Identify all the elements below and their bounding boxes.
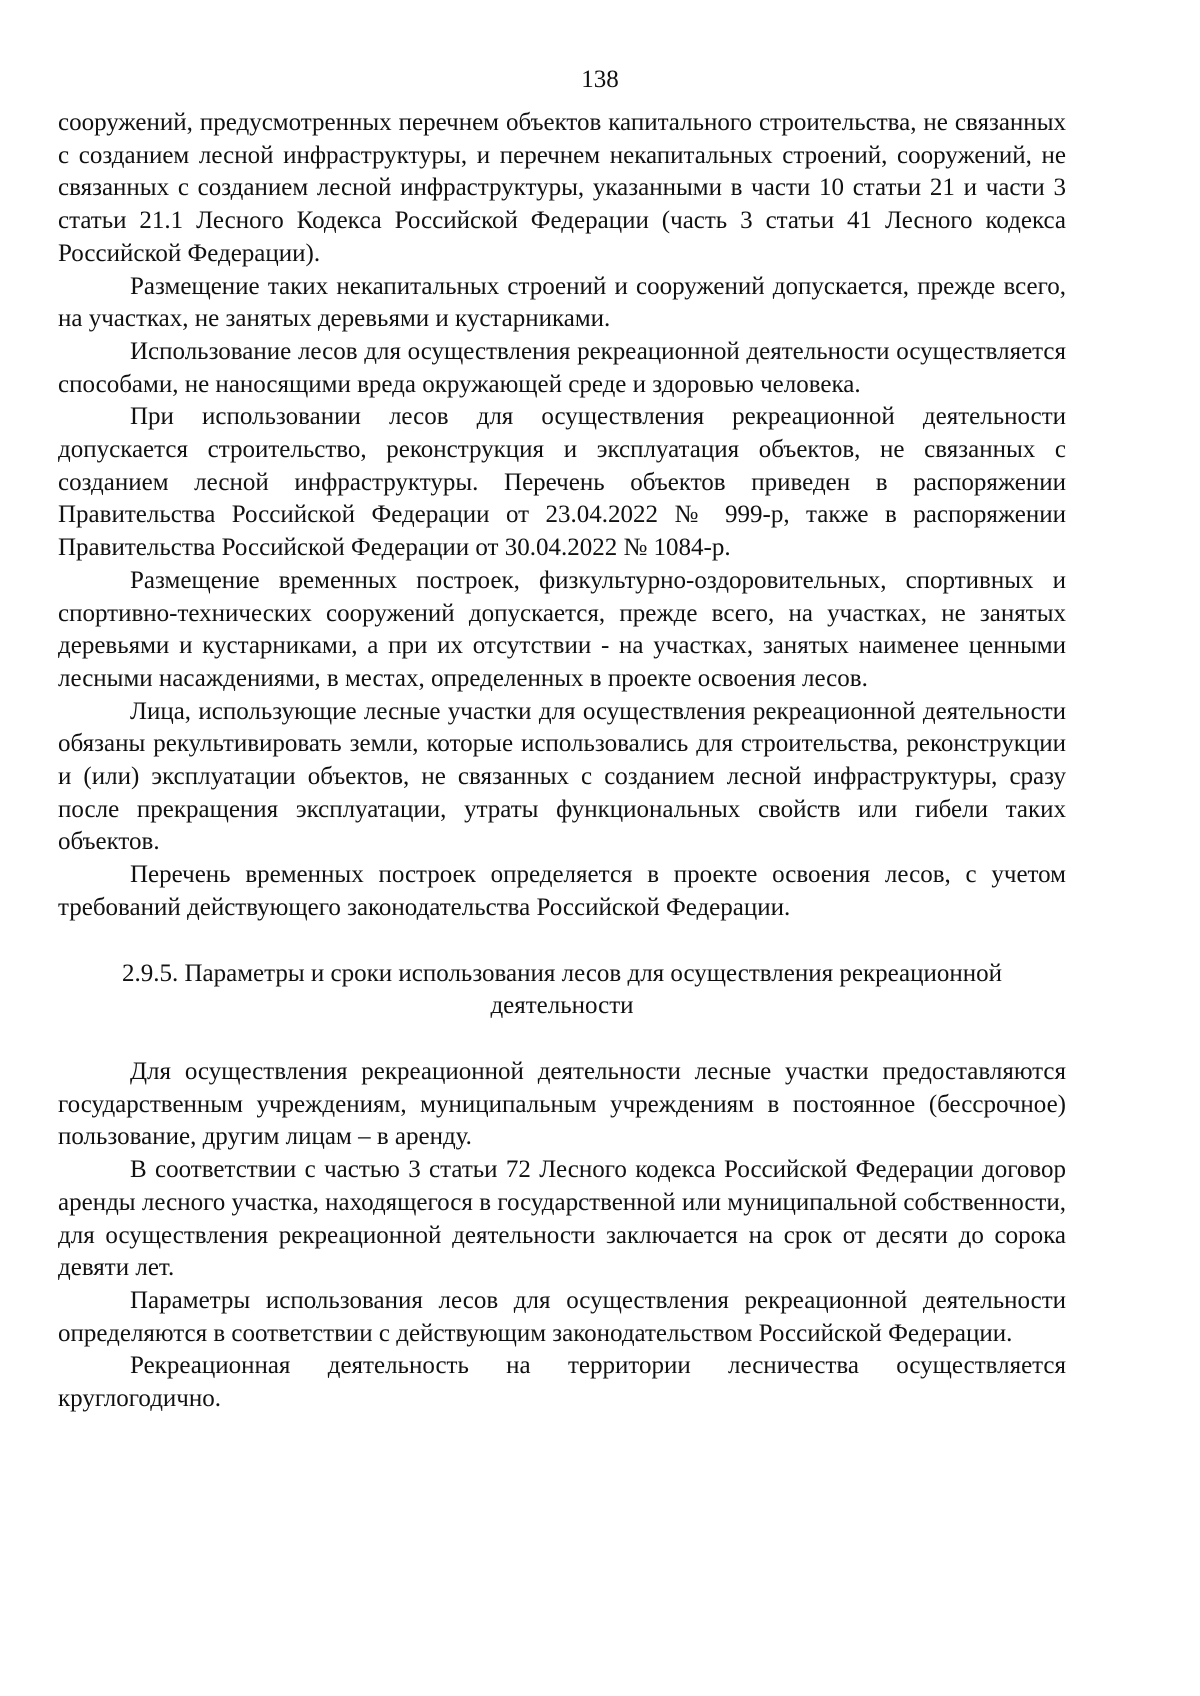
- document-body: [58, 107, 1066, 1416]
- section-heading: 2.9.5. Параметры и сроки использования лесов для осуществления рекреационной деятельности: [121, 959, 1002, 1020]
- paragraph: Параметры использования лесов для осуществления рекреационной деятельности определяются в соответствии с действующим законодательством Российской Федерации.: [58, 1286, 1066, 1347]
- paragraph: Перечень временных построек определяется в проекте освоения лесов, с учетом требований действующего законодательства Российской Федерации.: [58, 861, 1066, 921]
- paragraph: При использовании лесов для осуществления рекреационной деятельности допускается строительство, реконструкция и эксплуатация объектов, не связанных с созданием лесной инфраструктуры. Перечень объектов приведен в распоряжении Правительства Российской Федерации от 23.04.2022 № 999-р, также в распоряжении Правительства Российской Федерации от 30.04.2022 № 1084-р.: [58, 403, 1066, 562]
- paragraph-continuation: сооружений, предусмотренных перечнем объектов капитального строительства, не связанных с созданием лесной инфраструктуры, и перечнем некапитальных строений, сооружений, не связанных с созданием лесной инфраструктуры, указанными в части 10 статьи 21 и части 3 статьи 21.1 Лесного Кодекса Российской Федерации (часть 3 статьи 41 Лесного кодекса Российской Федерации).: [58, 109, 1066, 267]
- paragraph: Рекреационная деятельность на территории лесничества осуществляется круглогодично.: [58, 1352, 1066, 1413]
- paragraph: Лица, использующие лесные участки для осуществления рекреационной деятельности обязаны рекультивировать земли, которые использовались для строительства, реконструкции и (или) эксплуатации объектов, не связанных с созданием лесной инфраструктуры, сразу после прекращения эксплуатации, утраты функциональных свойств или гибели таких объектов.: [58, 697, 1066, 856]
- paragraph: Размещение таких некапитальных строений и сооружений допускается, прежде всего, на участках, не занятых деревьями и кустарниками.: [58, 272, 1066, 333]
- paragraph: В соответствии с частью 3 статьи 72 Лесного кодекса Российской Федерации договор аренды лесного участка, находящегося в государственной или муниципальной собственности, для осуществления рекреационной деятельности заключается на срок от десяти до сорока девяти лет.: [58, 1156, 1066, 1282]
- paragraph: Использование лесов для осуществления рекреационной деятельности осуществляется способами, не наносящими вреда окружающей среде и здоровью человека.: [58, 337, 1066, 398]
- page-number: 138: [581, 66, 619, 93]
- paragraph: Для осуществления рекреационной деятельности лесные участки предоставляются государственным учреждениям, муниципальным учреждениям в постоянное (бессрочное) пользование, другим лицам – в аренду.: [58, 1057, 1066, 1151]
- paragraph: Размещение временных построек, физкультурно-оздоровительных, спортивных и спортивно-технических сооружений допускается, прежде всего, на участках, не занятых деревьями и кустарниками, а при их отсутствии - на участках, занятых наименее ценными лесными насаждениями, в местах, определенных в проекте освоения лесов.: [58, 566, 1066, 692]
